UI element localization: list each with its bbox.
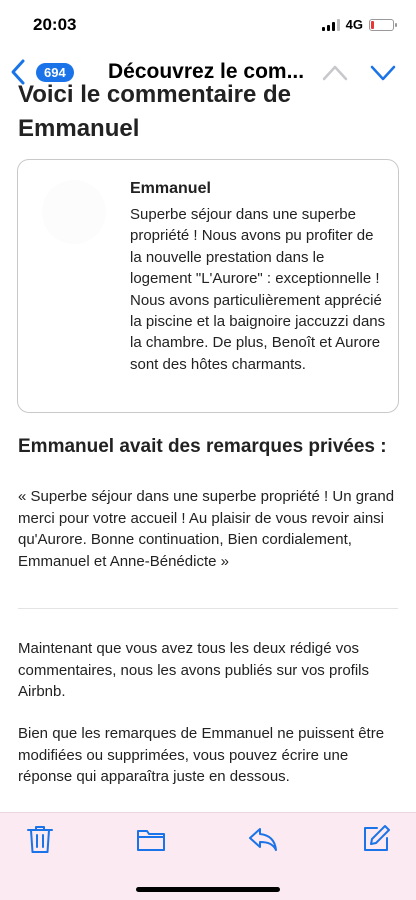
signal-icon bbox=[322, 19, 340, 31]
reply-info-text: Bien que les remarques de Emmanuel ne puissent être modifiées ou supprimées, vous pouvez écrire une réponse qui apparaîtra juste en dessous. bbox=[18, 725, 385, 785]
divider bbox=[18, 608, 398, 609]
private-remarks-heading: Emmanuel avait des remarques privées : bbox=[18, 436, 387, 457]
compose-icon[interactable] bbox=[360, 823, 392, 855]
avatar bbox=[42, 180, 106, 244]
review-text: Superbe séjour dans une superbe propriété ! Nous avons pu profiter de la nouvelle prestation dans le logement "L'Aurore" : exceptionnelle ! Nous avons particulièrement apprécié la piscine et la baignoire jaccuzzi dans la chambre. De plus, Benoît et Aurore sont des hôtes charmants. bbox=[130, 206, 386, 373]
review-card bbox=[17, 159, 399, 413]
published-info-text: Maintenant que vous avez tous les deux rédigé vos commentaires, nous les avons publiés sur vos profils Airbnb. bbox=[18, 640, 369, 700]
email-heading: Voici le commentaire de Emmanuel bbox=[18, 81, 291, 142]
email-body[interactable] bbox=[0, 81, 416, 812]
network-type: 4G bbox=[345, 17, 363, 32]
private-remarks-text: « Superbe séjour dans une superbe propriété ! Un grand merci pour votre accueil ! Au plaisir de vous revoir ainsi qu'Aurore. Bonne continuation, Bien cordialement, Emmanuel et Anne-Bénédicte » bbox=[18, 488, 395, 570]
folder-icon[interactable] bbox=[135, 823, 167, 855]
battery-level bbox=[371, 21, 374, 29]
battery-icon bbox=[369, 19, 394, 31]
mail-toolbar bbox=[0, 812, 416, 900]
review-author: Emmanuel bbox=[130, 180, 211, 197]
status-bar bbox=[0, 0, 416, 50]
trash-icon[interactable] bbox=[25, 823, 55, 855]
status-indicators bbox=[322, 17, 394, 32]
status-time: 20:03 bbox=[33, 15, 77, 34]
unread-count-badge: 694 bbox=[36, 63, 74, 82]
email-subject-title: Découvrez le com... bbox=[108, 60, 305, 83]
home-indicator[interactable] bbox=[136, 887, 280, 892]
reply-icon[interactable] bbox=[247, 823, 279, 855]
